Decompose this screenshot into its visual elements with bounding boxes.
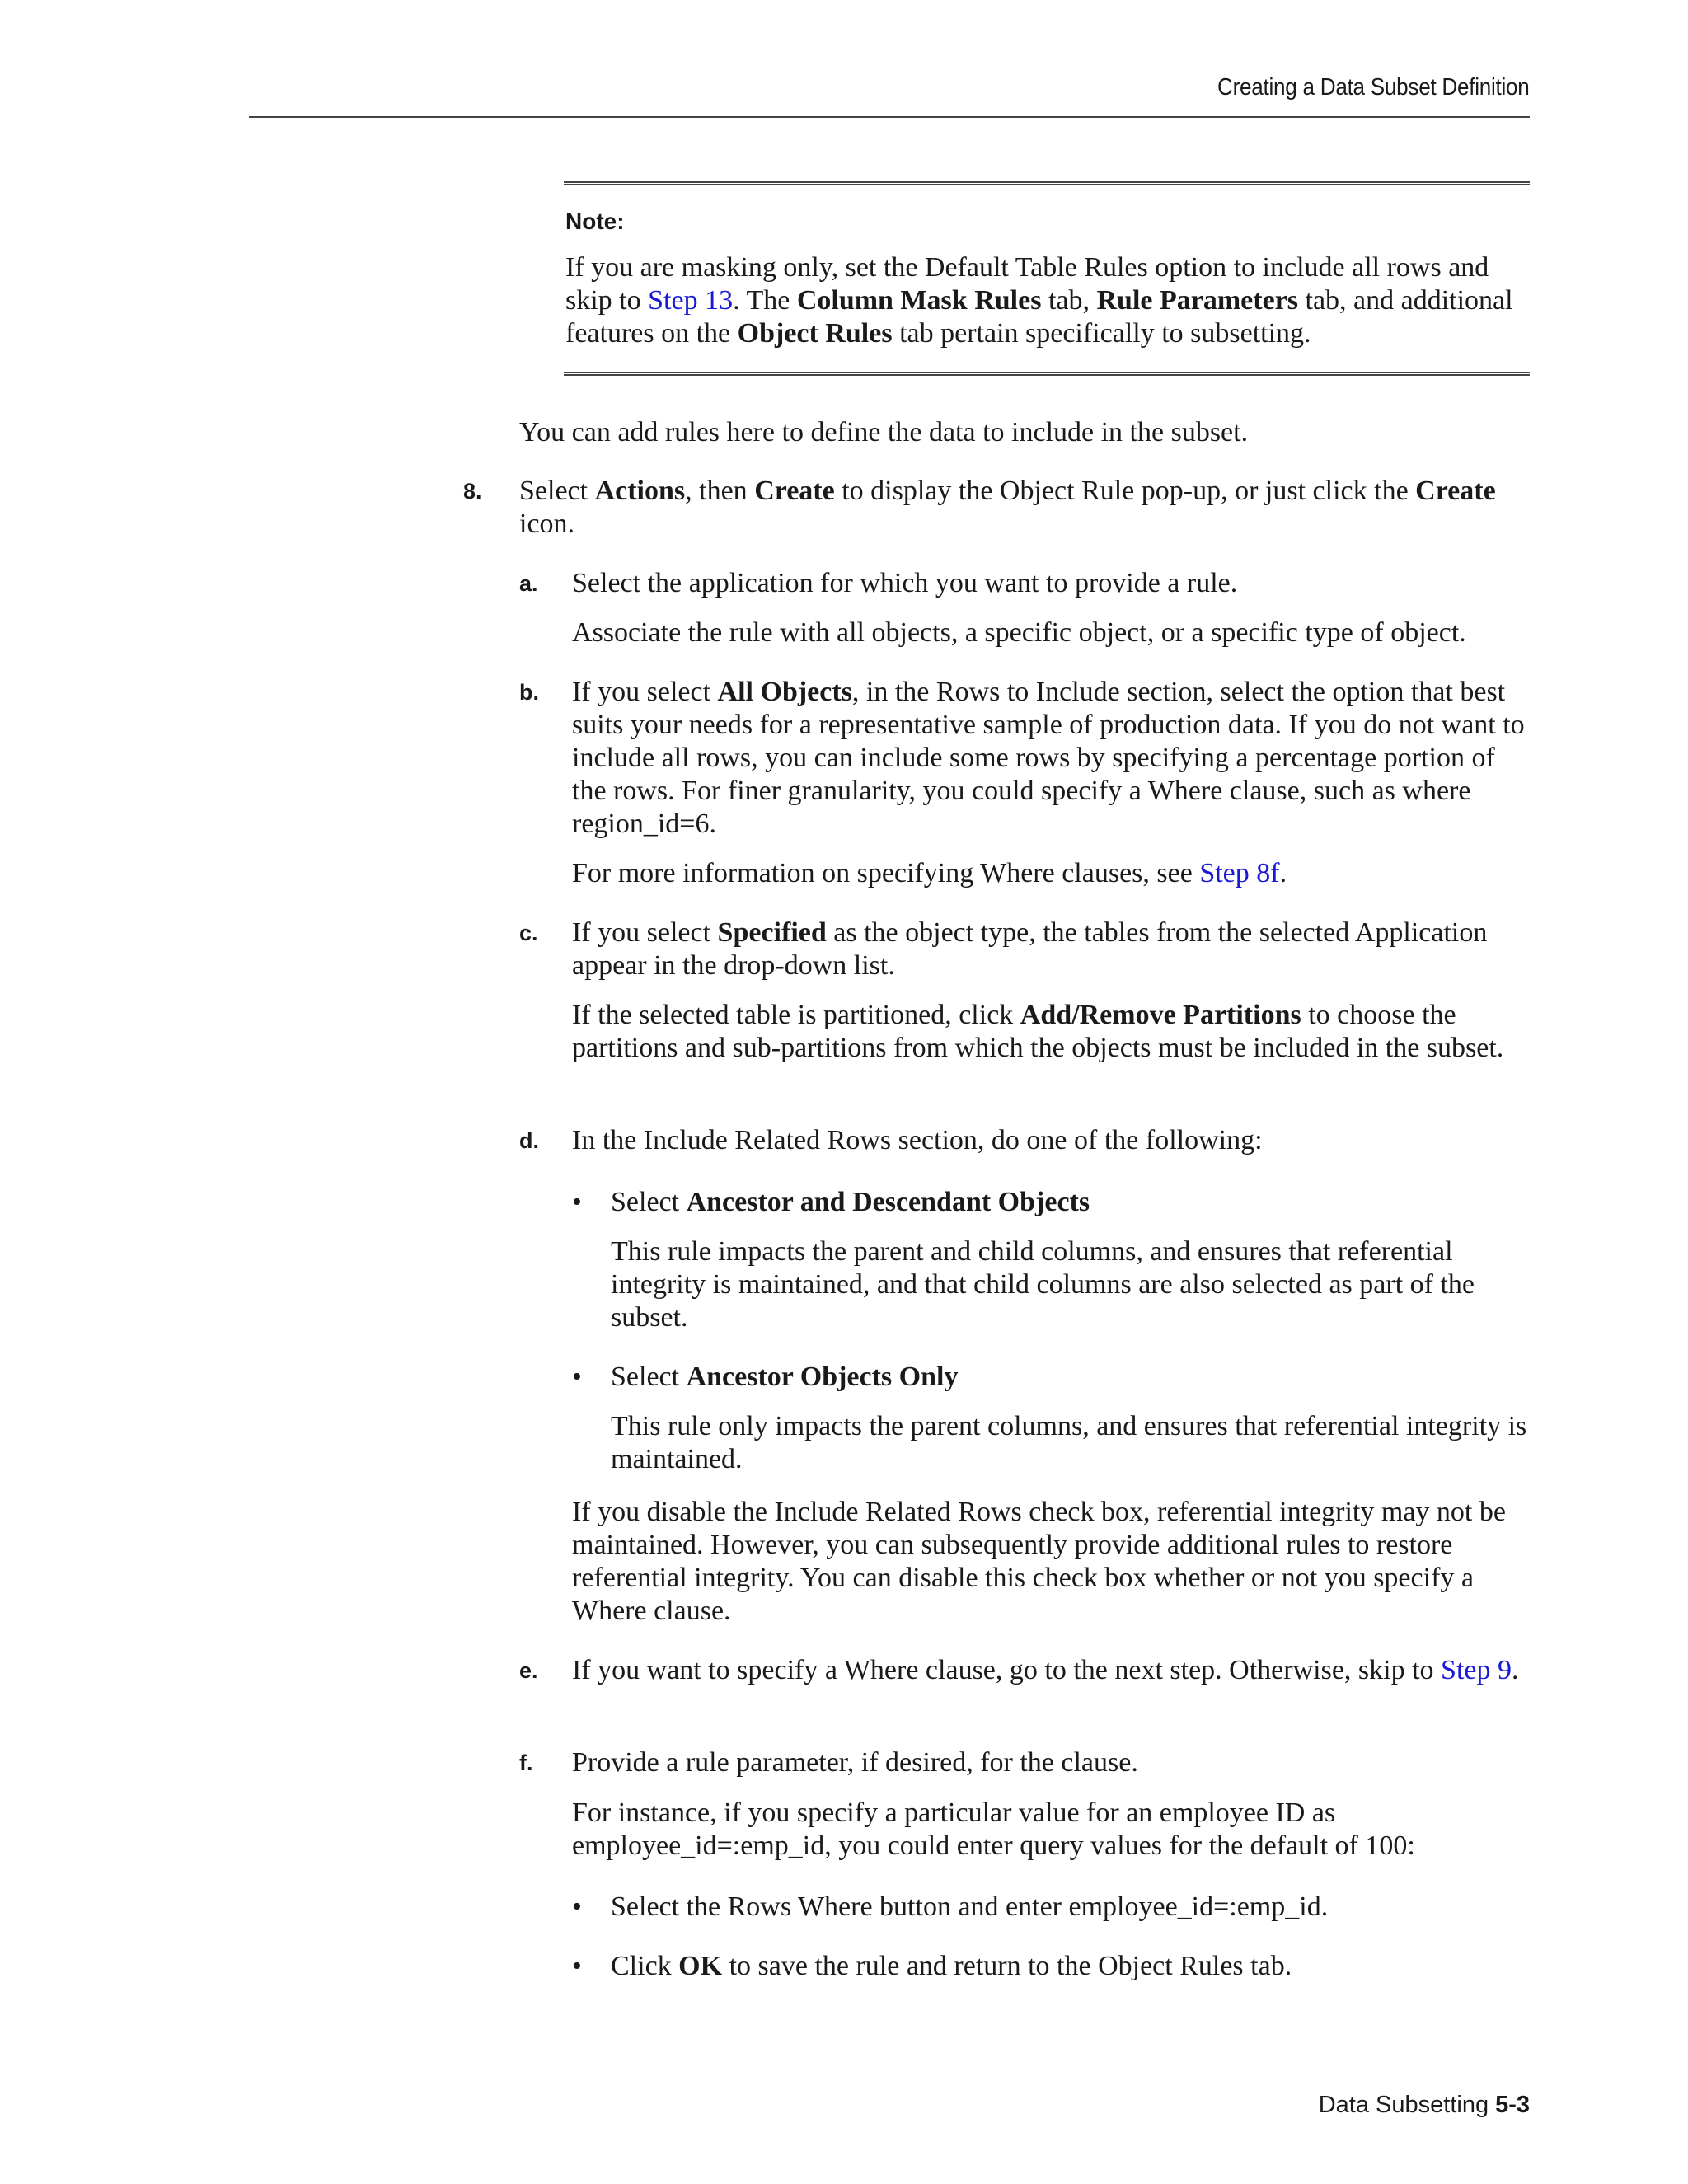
bullet-rows-where: Select the Rows Where button and enter employee_id=:emp_id. <box>611 1891 1329 1922</box>
note-text-3: tab, <box>1041 285 1097 316</box>
substep-c-marker: c. <box>519 921 538 945</box>
substep-c-text-2 <box>572 999 1533 1065</box>
substep-a-text-2: Associate the rule with all objects, a specific object, or a specific type of object. <box>572 617 1466 648</box>
substep-a-marker: a. <box>519 571 538 596</box>
column-mask-rules-term: Column Mask Rules <box>796 285 1042 316</box>
running-header: Creating a Data Subset Definition <box>1217 74 1530 101</box>
bullet-1-description: This rule impacts the parent and child columns, and ensures that referential integrity is maintained, and that child columns are also selected as part of the subset. <box>611 1236 1475 1333</box>
include-related-rows-note: If you disable the Include Related Rows check box, referential integrity may not be maintained. However, you can subsequently provide additional rules to restore referential integrity. You can disable this check box whether or not you specify a Where clause. <box>572 1497 1506 1626</box>
substep-b-t2: , in the Rows to Include section, select the option that best suits your needs for a representative sample of production data. If you do not want to include all rows, you can include some rows by specifying a percentage portion of the rows. For finer granularity, you could specify a Where clause, such as where region_id=6. <box>572 677 1525 839</box>
rule-parameters-term: Rule Parameters <box>1096 285 1298 316</box>
intro-paragraph: You can add rules here to define the data to include in the subset. <box>519 417 1249 448</box>
footer-section: Data Subsetting <box>1318 2092 1489 2118</box>
note-label: Note: <box>565 209 625 234</box>
header-rule <box>249 116 1530 118</box>
bullet-3-glyph: • <box>572 1891 582 1922</box>
substep-f-text-2: For instance, if you specify a particular value for an employee ID as employee_id=:emp_id, you could enter query values for the default of 100: <box>572 1797 1415 1861</box>
substep-e-end: . <box>1512 1655 1519 1685</box>
ok-term: OK <box>678 1951 723 1981</box>
substep-a-text: Select the application for which you want to provide a rule. <box>572 568 1238 598</box>
bullet-2-description: This rule only impacts the parent columns, and ensures that referential integrity is maintained. <box>611 1411 1527 1474</box>
create-term: Create <box>754 476 835 506</box>
substep-c-t1: If you select <box>572 917 718 948</box>
substep-d-text: In the Include Related Rows section, do one of the following: <box>572 1125 1263 1155</box>
bullet-4-glyph: • <box>572 1951 582 1981</box>
substep-b-text-2 <box>572 857 1533 890</box>
page-footer <box>1319 2092 1530 2119</box>
step-8-t4: icon. <box>519 509 575 539</box>
substep-e-marker: e. <box>519 1658 538 1683</box>
actions-term: Actions <box>594 476 686 506</box>
note-text <box>565 251 1530 350</box>
all-objects-term: All Objects <box>717 677 852 707</box>
step-8-t1: Select <box>519 476 595 506</box>
step-13-link[interactable]: Step 13 <box>648 285 734 316</box>
ancestor-descendant-term: Ancestor and Descendant Objects <box>686 1187 1090 1217</box>
substep-c-text <box>572 916 1533 982</box>
substep-d-marker: d. <box>519 1128 539 1153</box>
substep-c-p2-t2: to choose the partitions and sub-partitions from which the objects must be included in the subset. <box>572 1000 1504 1063</box>
substep-f-marker: f. <box>519 1750 533 1775</box>
bullet-2-t: Select <box>611 1361 687 1392</box>
ancestor-only-term: Ancestor Objects Only <box>686 1361 959 1392</box>
substep-b-p2-end: . <box>1279 858 1287 888</box>
note-text-1: If you are masking only, set the Default Table Rules option to include all rows and skip to <box>565 252 1489 316</box>
bullet-1-glyph: • <box>572 1187 582 1217</box>
step-8-text <box>519 475 1533 541</box>
substep-b-marker: b. <box>519 680 539 705</box>
step-9-link[interactable]: Step 9 <box>1441 1655 1512 1685</box>
bullet-1-t: Select <box>611 1187 687 1217</box>
substep-c-p2-t1: If the selected table is partitioned, click <box>572 1000 1020 1030</box>
bullet-ancestor-only <box>611 1361 1533 1394</box>
substep-b-t1: If you select <box>572 677 718 707</box>
bullet-4-t1: Click <box>611 1951 679 1981</box>
specified-term: Specified <box>717 917 827 948</box>
bullet-ancestor-descendant <box>611 1186 1533 1219</box>
substep-f-text: Provide a rule parameter, if desired, for the clause. <box>572 1747 1138 1778</box>
bullet-click-ok <box>611 1950 1533 1983</box>
substep-c-t2: as the object type, the tables from the selected Application appear in the drop-down list. <box>572 917 1488 981</box>
bullet-4-t2: to save the rule and return to the Object Rules tab. <box>722 1951 1292 1981</box>
step-8-t3: to display the Object Rule pop-up, or just click the <box>834 476 1416 506</box>
substep-e-text <box>572 1654 1533 1687</box>
note-text-4: tab, and additional features on the <box>565 285 1513 349</box>
substep-e-t: If you want to specify a Where clause, go to the next step. Otherwise, skip to <box>572 1655 1442 1685</box>
note-text-5: tab pertain specifically to subsetting. <box>892 318 1311 349</box>
step-8-number: 8. <box>463 479 482 504</box>
note-text-2: . The <box>733 285 797 316</box>
step-8f-link[interactable]: Step 8f <box>1199 858 1280 888</box>
object-rules-term: Object Rules <box>737 318 893 349</box>
page-number: 5-3 <box>1495 2092 1530 2118</box>
add-remove-partitions-term: Add/Remove Partitions <box>1020 1000 1301 1030</box>
substep-b-p2-text: For more information on specifying Where clauses, see <box>572 858 1200 888</box>
create-icon-term: Create <box>1415 476 1496 506</box>
note-box <box>564 181 1530 376</box>
step-8-t2: , then <box>685 476 755 506</box>
substep-b-text <box>572 676 1533 841</box>
bullet-2-glyph: • <box>572 1361 582 1392</box>
